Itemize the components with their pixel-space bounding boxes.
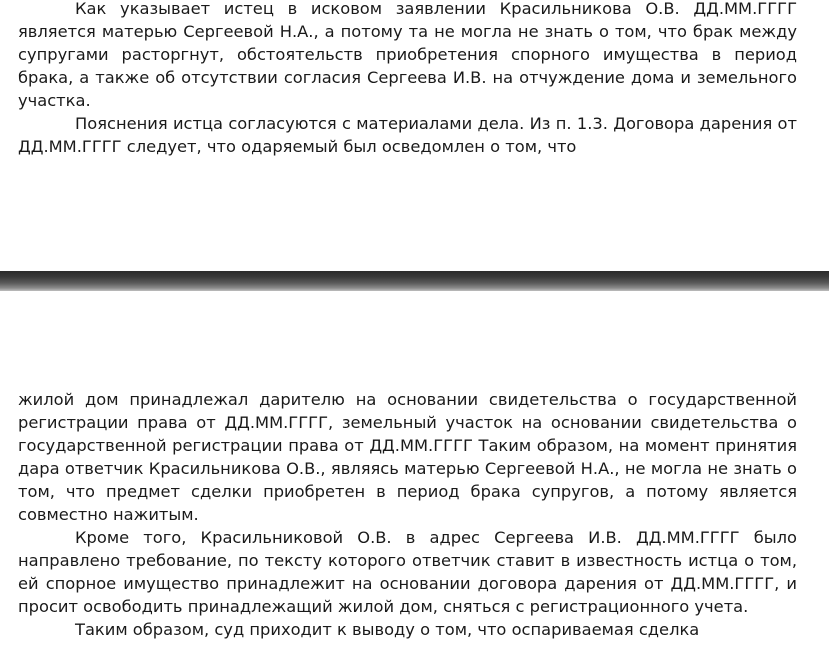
page-bottom-text [18,388,797,641]
page-top-text [18,0,797,158]
paragraph-claim: Как указывает истец в исковом заявлении Красильникова О.В. ДД.ММ.ГГГГ является матерью Сергеевой Н.А., а потому та не могла не знать о том, что брак между супругами расторгнут, обстоятельств приобретения спорного имущества в период брака, а также об отсутствии согласия Сергеева И.В. на отчуждение дома и земельного участка. [18,0,797,110]
paragraph-explanations: Пояснения истца согласуются с материалами дела. Из п. 1.3. Договора дарения от ДД.ММ.ГГГГ следует, что одаряемый был осведомлен о том, что [18,114,797,156]
page-break-separator [0,271,829,291]
document-page-top [0,0,829,271]
paragraph-demand: Кроме того, Красильниковой О.В. в адрес Сергеева И.В. ДД.ММ.ГГГГ было направлено требование, по тексту которого ответчик ставит в известность истца о том, ей спорное имущество принадлежит на основании договора дарения от ДД.ММ.ГГГГ, и просит освободить принадлежащий жилой дом, сняться с регистрационного учета. [18,528,797,616]
paragraph-conclusion: Таким образом, суд приходит к выводу о том, что оспариваемая сделка [75,620,700,639]
document-page-bottom [0,291,829,669]
paragraph-continuation: жилой дом принадлежал дарителю на основании свидетельства о государственной регистрации права от ДД.ММ.ГГГГ, земельный участок на основании свидетельства о государственной регистрации права от ДД.ММ.ГГГГ Таким образом, на момент принятия дара ответчик Красильникова О.В., являясь матерью Сергеевой Н.А., не могла не знать о том, что предмет сделки приобретен в период брака супругов, а потому является совместно нажитым. [18,390,797,524]
